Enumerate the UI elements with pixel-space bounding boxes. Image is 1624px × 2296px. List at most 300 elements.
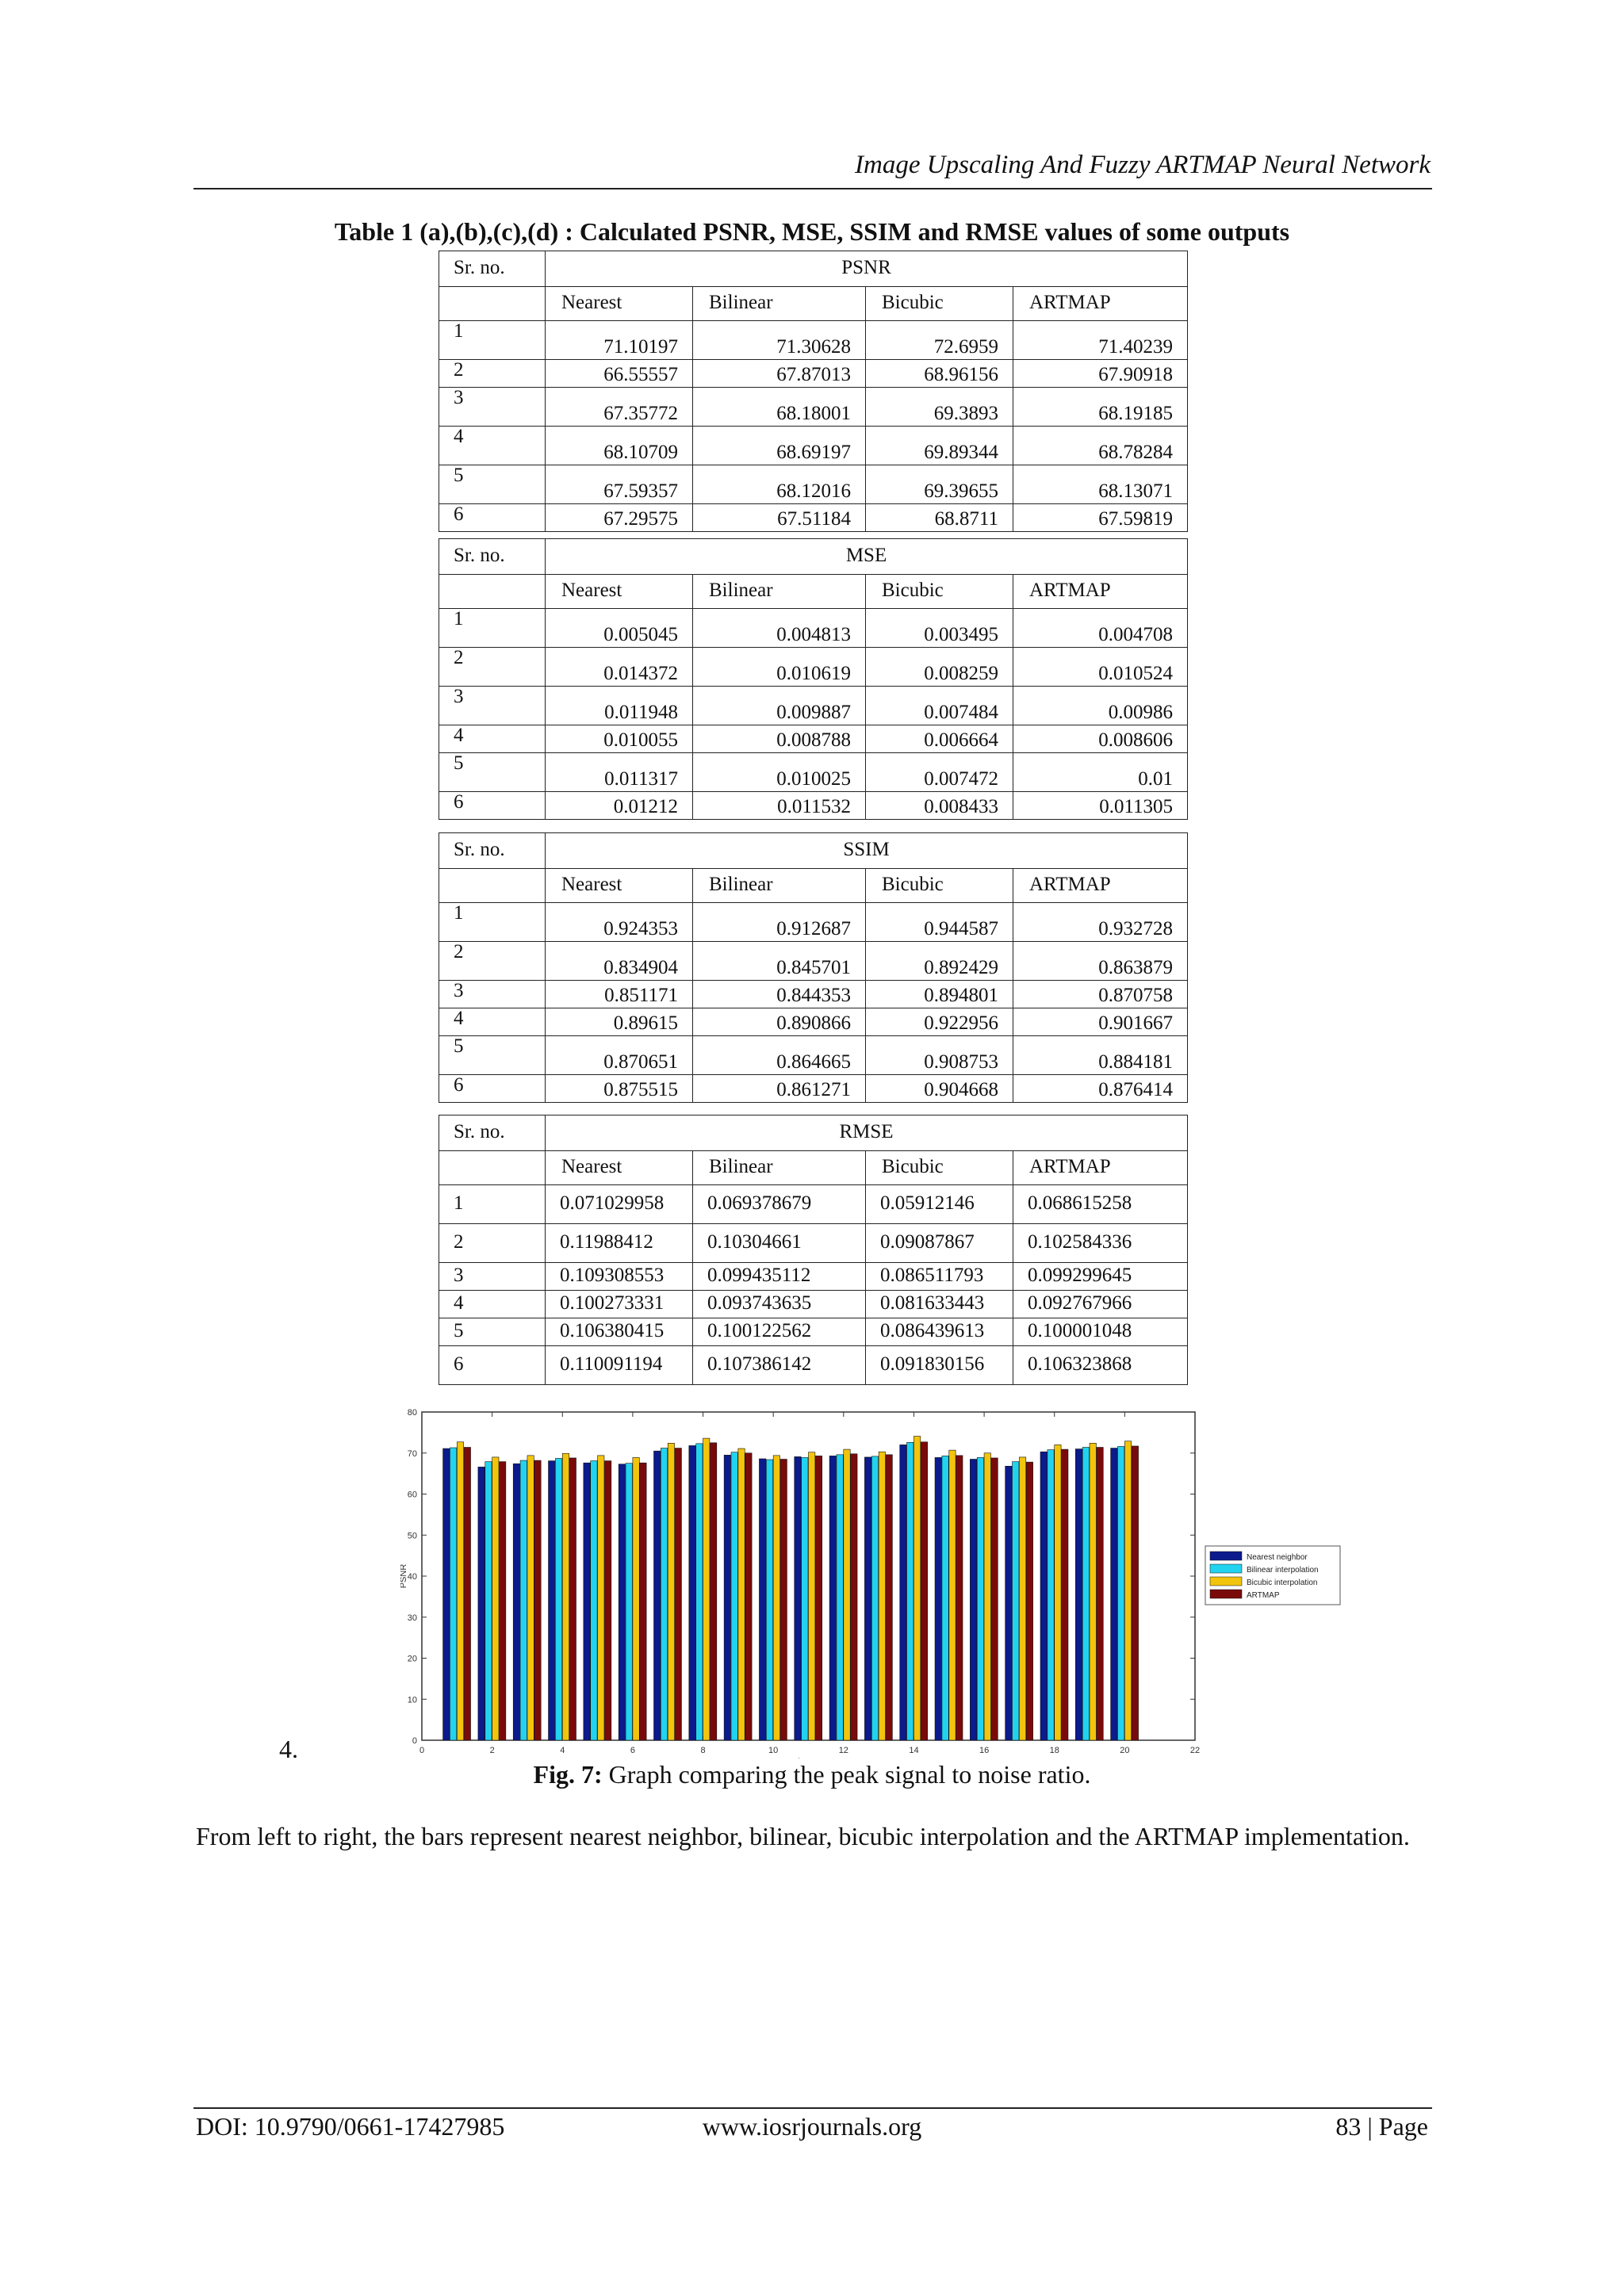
sr-cell: 2 bbox=[439, 360, 546, 388]
value-cell: 68.8711 bbox=[866, 504, 1013, 532]
sr-cell: 6 bbox=[439, 1346, 546, 1385]
column-header: Bicubic bbox=[866, 1151, 1013, 1185]
value-cell: 0.876414 bbox=[1013, 1075, 1188, 1103]
value-cell: 0.011305 bbox=[1013, 792, 1188, 820]
y-tick-label: 40 bbox=[407, 1572, 417, 1582]
table-row bbox=[439, 687, 1188, 725]
value-cell: 0.099299645 bbox=[1013, 1263, 1188, 1291]
sr-cell: 3 bbox=[439, 981, 546, 1008]
table-row bbox=[439, 1075, 1188, 1103]
value-cell: 0.091830156 bbox=[866, 1346, 1013, 1385]
table-row bbox=[439, 321, 1188, 360]
x-tick-label: 14 bbox=[909, 1746, 919, 1755]
footer-site-link[interactable]: www.iosrjournals.org bbox=[702, 2112, 922, 2141]
value-cell: 0.009887 bbox=[693, 687, 866, 725]
value-cell: 0.007484 bbox=[866, 687, 1013, 725]
table-row bbox=[439, 903, 1188, 942]
bar bbox=[675, 1448, 681, 1740]
sr-cell: 3 bbox=[439, 687, 546, 725]
bar bbox=[604, 1461, 611, 1740]
bar bbox=[837, 1455, 843, 1740]
bar bbox=[844, 1449, 850, 1740]
bar bbox=[815, 1456, 822, 1740]
value-cell: 0.068615258 bbox=[1013, 1185, 1188, 1224]
value-cell: 68.19185 bbox=[1013, 388, 1188, 427]
bar bbox=[549, 1461, 555, 1740]
value-cell: 0.107386142 bbox=[693, 1346, 866, 1385]
bar bbox=[584, 1463, 590, 1740]
empty-cell bbox=[439, 869, 546, 903]
value-cell: 0.008433 bbox=[866, 792, 1013, 820]
bar bbox=[478, 1467, 485, 1740]
value-cell: 72.6959 bbox=[866, 321, 1013, 360]
sr-cell: 4 bbox=[439, 725, 546, 753]
table-header-row bbox=[439, 1115, 1188, 1151]
legend-label: Bilinear interpolation bbox=[1247, 1566, 1319, 1575]
value-cell: 0.845701 bbox=[693, 942, 866, 981]
bar bbox=[1062, 1449, 1068, 1740]
bar bbox=[851, 1454, 857, 1740]
bar bbox=[984, 1453, 990, 1740]
table-row bbox=[439, 427, 1188, 465]
bar bbox=[956, 1456, 963, 1740]
column-header: Bicubic bbox=[866, 287, 1013, 321]
bar bbox=[949, 1450, 956, 1740]
column-header: Bicubic bbox=[866, 869, 1013, 903]
body-paragraph: From left to right, the bars represent nearest neighbor, bilinear, bicubic interpolation and the ARTMAP implementation. bbox=[196, 1822, 1410, 1850]
bar bbox=[766, 1460, 772, 1740]
footer-rule bbox=[193, 2107, 1432, 2109]
bar bbox=[921, 1442, 927, 1740]
value-cell: 0.875515 bbox=[546, 1075, 693, 1103]
value-cell: 0.11988412 bbox=[546, 1224, 693, 1263]
value-cell: 68.69197 bbox=[693, 427, 866, 465]
table-row bbox=[439, 1263, 1188, 1291]
column-header-row bbox=[439, 575, 1188, 609]
bar bbox=[1013, 1462, 1019, 1740]
value-cell: 69.3893 bbox=[866, 388, 1013, 427]
bar bbox=[443, 1448, 450, 1740]
ssim-table bbox=[439, 832, 1188, 1103]
footer-page-number: 83 | Page bbox=[1335, 2112, 1428, 2141]
value-cell: 0.004813 bbox=[693, 609, 866, 648]
value-cell: 67.59819 bbox=[1013, 504, 1188, 532]
value-cell: 0.10304661 bbox=[693, 1224, 866, 1263]
legend-label: Nearest neighbor bbox=[1247, 1553, 1308, 1562]
value-cell: 0.100122562 bbox=[693, 1318, 866, 1346]
bar bbox=[598, 1456, 604, 1740]
value-cell: 0.932728 bbox=[1013, 903, 1188, 942]
bar bbox=[759, 1459, 765, 1740]
table-row bbox=[439, 1318, 1188, 1346]
sr-cell: 2 bbox=[439, 942, 546, 981]
sr-cell: 5 bbox=[439, 1318, 546, 1346]
value-cell: 0.010025 bbox=[693, 753, 866, 792]
footer-doi: DOI: 10.9790/0661-17427985 bbox=[196, 2112, 505, 2141]
value-cell: 0.100273331 bbox=[546, 1291, 693, 1318]
column-header: ARTMAP bbox=[1013, 1151, 1188, 1185]
list-number: 4. bbox=[279, 1735, 298, 1763]
value-cell: 0.007472 bbox=[866, 753, 1013, 792]
value-cell: 71.30628 bbox=[693, 321, 866, 360]
bar bbox=[534, 1460, 541, 1740]
value-cell: 0.086439613 bbox=[866, 1318, 1013, 1346]
psnr-bar-chart bbox=[400, 1402, 1346, 1758]
legend-swatch bbox=[1210, 1552, 1242, 1560]
empty-cell bbox=[439, 575, 546, 609]
value-cell: 0.901667 bbox=[1013, 1008, 1188, 1036]
value-cell: 0.944587 bbox=[866, 903, 1013, 942]
empty-cell bbox=[439, 287, 546, 321]
legend-label: Bicubic interpolation bbox=[1247, 1578, 1318, 1587]
bar bbox=[696, 1444, 703, 1740]
table-row bbox=[439, 504, 1188, 532]
column-header: Bilinear bbox=[693, 869, 866, 903]
value-cell: 0.870651 bbox=[546, 1036, 693, 1075]
bar bbox=[724, 1455, 730, 1740]
y-tick-label: 50 bbox=[407, 1531, 417, 1541]
psnr-table bbox=[439, 251, 1188, 532]
value-cell: 0.069378679 bbox=[693, 1185, 866, 1224]
bar bbox=[703, 1438, 710, 1740]
value-cell: 0.106380415 bbox=[546, 1318, 693, 1346]
column-header: Nearest bbox=[546, 1151, 693, 1185]
value-cell: 0.092767966 bbox=[1013, 1291, 1188, 1318]
table-row bbox=[439, 1008, 1188, 1036]
column-header: ARTMAP bbox=[1013, 287, 1188, 321]
bar bbox=[914, 1437, 920, 1740]
sr-cell: 6 bbox=[439, 1075, 546, 1103]
value-cell: 0.102584336 bbox=[1013, 1224, 1188, 1263]
bar bbox=[1040, 1452, 1047, 1740]
metric-header: SSIM bbox=[546, 833, 1188, 869]
x-axis-label bbox=[798, 1757, 818, 1758]
metric-header: RMSE bbox=[546, 1115, 1188, 1151]
column-header: Nearest bbox=[546, 869, 693, 903]
value-cell: 68.78284 bbox=[1013, 427, 1188, 465]
bar bbox=[864, 1457, 871, 1740]
bar bbox=[795, 1456, 801, 1740]
table-row bbox=[439, 1185, 1188, 1224]
sr-cell: 6 bbox=[439, 504, 546, 532]
table-header-row bbox=[439, 251, 1188, 287]
value-cell: 67.59357 bbox=[546, 465, 693, 504]
bar bbox=[1019, 1457, 1025, 1740]
value-cell: 67.87013 bbox=[693, 360, 866, 388]
y-axis-label: PSNR bbox=[400, 1563, 408, 1589]
bar bbox=[977, 1457, 983, 1740]
sr-cell: 1 bbox=[439, 321, 546, 360]
value-cell: 0.100001048 bbox=[1013, 1318, 1188, 1346]
value-cell: 68.96156 bbox=[866, 360, 1013, 388]
value-cell: 68.18001 bbox=[693, 388, 866, 427]
bar bbox=[1118, 1446, 1124, 1740]
table-row bbox=[439, 753, 1188, 792]
table-caption: Table 1 (a),(b),(c),(d) : Calculated PSNR, MSE, SSIM and RMSE values of some outputs bbox=[334, 217, 1290, 246]
mse-table bbox=[439, 538, 1188, 820]
table-row bbox=[439, 981, 1188, 1008]
empty-cell bbox=[439, 1151, 546, 1185]
value-cell: 0.844353 bbox=[693, 981, 866, 1008]
value-cell: 0.894801 bbox=[866, 981, 1013, 1008]
value-cell: 0.110091194 bbox=[546, 1346, 693, 1385]
rmse-table bbox=[439, 1115, 1188, 1385]
bar bbox=[640, 1463, 646, 1740]
figure-label: Fig. 7: bbox=[533, 1760, 603, 1789]
value-cell: 0.011532 bbox=[693, 792, 866, 820]
table-row bbox=[439, 465, 1188, 504]
value-cell: 0.099435112 bbox=[693, 1263, 866, 1291]
x-tick-label: 16 bbox=[979, 1746, 990, 1755]
sr-cell: 2 bbox=[439, 648, 546, 687]
column-header: ARTMAP bbox=[1013, 575, 1188, 609]
bar bbox=[829, 1456, 836, 1740]
value-cell: 0.071029958 bbox=[546, 1185, 693, 1224]
bar bbox=[520, 1460, 527, 1740]
value-cell: 0.086511793 bbox=[866, 1263, 1013, 1291]
value-cell: 0.011317 bbox=[546, 753, 693, 792]
table-row bbox=[439, 1036, 1188, 1075]
value-cell: 0.093743635 bbox=[693, 1291, 866, 1318]
sr-cell: 1 bbox=[439, 609, 546, 648]
column-header: Nearest bbox=[546, 575, 693, 609]
bar bbox=[1132, 1446, 1138, 1740]
y-tick-label: 70 bbox=[407, 1448, 417, 1459]
value-cell: 67.29575 bbox=[546, 504, 693, 532]
value-cell: 0.005045 bbox=[546, 609, 693, 648]
value-cell: 0.008259 bbox=[866, 648, 1013, 687]
bar bbox=[569, 1458, 576, 1740]
metric-header: PSNR bbox=[546, 251, 1188, 287]
value-cell: 0.010524 bbox=[1013, 648, 1188, 687]
bar bbox=[1005, 1466, 1012, 1740]
bar bbox=[668, 1443, 674, 1740]
value-cell: 0.008606 bbox=[1013, 725, 1188, 753]
value-cell: 0.834904 bbox=[546, 942, 693, 981]
value-cell: 0.851171 bbox=[546, 981, 693, 1008]
value-cell: 0.109308553 bbox=[546, 1263, 693, 1291]
value-cell: 0.081633443 bbox=[866, 1291, 1013, 1318]
bar bbox=[1048, 1450, 1054, 1740]
value-cell: 0.904668 bbox=[866, 1075, 1013, 1103]
bar bbox=[738, 1448, 745, 1740]
bar bbox=[626, 1464, 632, 1740]
value-cell: 0.924353 bbox=[546, 903, 693, 942]
bar bbox=[935, 1457, 941, 1740]
bar bbox=[886, 1455, 892, 1740]
bar bbox=[1090, 1443, 1096, 1740]
bar bbox=[485, 1462, 492, 1740]
bar bbox=[1082, 1448, 1089, 1740]
table-row bbox=[439, 1346, 1188, 1385]
bar bbox=[513, 1464, 519, 1740]
value-cell: 0.003495 bbox=[866, 609, 1013, 648]
x-tick-label: 20 bbox=[1120, 1746, 1130, 1755]
sr-cell: 3 bbox=[439, 388, 546, 427]
value-cell: 0.010055 bbox=[546, 725, 693, 753]
bar bbox=[591, 1461, 597, 1740]
y-tick-label: 0 bbox=[412, 1736, 417, 1746]
x-tick-label: 2 bbox=[489, 1746, 495, 1755]
value-cell: 0.006664 bbox=[866, 725, 1013, 753]
value-cell: 0.912687 bbox=[693, 903, 866, 942]
x-tick-label: 22 bbox=[1189, 1746, 1201, 1755]
figure-caption-text: Graph comparing the peak signal to noise ratio. bbox=[602, 1760, 1091, 1789]
bar bbox=[802, 1457, 808, 1740]
value-cell: 0.004708 bbox=[1013, 609, 1188, 648]
bar bbox=[654, 1451, 661, 1740]
sr-cell: 5 bbox=[439, 465, 546, 504]
value-cell: 68.10709 bbox=[546, 427, 693, 465]
bar bbox=[731, 1452, 737, 1740]
bar bbox=[450, 1448, 456, 1740]
y-tick-label: 60 bbox=[407, 1490, 417, 1500]
value-cell: 0.864665 bbox=[693, 1036, 866, 1075]
bar bbox=[710, 1443, 716, 1740]
sr-cell: 4 bbox=[439, 427, 546, 465]
sr-no-header: Sr. no. bbox=[439, 251, 546, 287]
sr-no-header: Sr. no. bbox=[439, 1115, 546, 1151]
value-cell: 0.863879 bbox=[1013, 942, 1188, 981]
bar bbox=[527, 1456, 534, 1740]
value-cell: 0.870758 bbox=[1013, 981, 1188, 1008]
sr-cell: 2 bbox=[439, 1224, 546, 1263]
sr-cell: 4 bbox=[439, 1291, 546, 1318]
value-cell: 0.008788 bbox=[693, 725, 866, 753]
column-header: ARTMAP bbox=[1013, 869, 1188, 903]
sr-cell: 3 bbox=[439, 1263, 546, 1291]
table-header-row bbox=[439, 539, 1188, 575]
table-row bbox=[439, 1224, 1188, 1263]
x-tick-label: 10 bbox=[768, 1746, 779, 1755]
value-cell: 0.908753 bbox=[866, 1036, 1013, 1075]
value-cell: 71.10197 bbox=[546, 321, 693, 360]
value-cell: 67.35772 bbox=[546, 388, 693, 427]
bar bbox=[1055, 1445, 1061, 1740]
legend-swatch bbox=[1210, 1564, 1242, 1573]
bar bbox=[907, 1442, 914, 1740]
column-header: Bilinear bbox=[693, 575, 866, 609]
value-cell: 0.01 bbox=[1013, 753, 1188, 792]
value-cell: 0.00986 bbox=[1013, 687, 1188, 725]
metric-header: MSE bbox=[546, 539, 1188, 575]
column-header: Bilinear bbox=[693, 1151, 866, 1185]
value-cell: 0.106323868 bbox=[1013, 1346, 1188, 1385]
bar bbox=[1026, 1462, 1032, 1740]
table-row bbox=[439, 942, 1188, 981]
value-cell: 0.861271 bbox=[693, 1075, 866, 1103]
value-cell: 0.884181 bbox=[1013, 1036, 1188, 1075]
x-tick-label: 8 bbox=[700, 1746, 706, 1755]
bar bbox=[871, 1456, 878, 1740]
sr-cell: 5 bbox=[439, 1036, 546, 1075]
header-rule bbox=[193, 188, 1432, 189]
legend-label: ARTMAP bbox=[1247, 1591, 1280, 1600]
bar bbox=[773, 1456, 779, 1740]
value-cell: 0.014372 bbox=[546, 648, 693, 687]
bar bbox=[1075, 1449, 1082, 1740]
value-cell: 66.55557 bbox=[546, 360, 693, 388]
value-cell: 0.010619 bbox=[693, 648, 866, 687]
column-header: Bicubic bbox=[866, 575, 1013, 609]
bar bbox=[661, 1448, 667, 1740]
bar bbox=[689, 1445, 695, 1740]
column-header: Bilinear bbox=[693, 287, 866, 321]
bar bbox=[970, 1460, 976, 1740]
value-cell: 0.922956 bbox=[866, 1008, 1013, 1036]
bar bbox=[809, 1452, 815, 1740]
x-tick-label: 4 bbox=[560, 1746, 565, 1755]
column-header-row bbox=[439, 287, 1188, 321]
bar bbox=[492, 1457, 499, 1740]
bar bbox=[457, 1442, 463, 1740]
figure-caption bbox=[193, 1760, 1431, 1789]
value-cell: 0.89615 bbox=[546, 1008, 693, 1036]
column-header-row bbox=[439, 1151, 1188, 1185]
bar bbox=[1111, 1448, 1117, 1740]
bar bbox=[879, 1452, 885, 1740]
x-tick-label: 12 bbox=[838, 1746, 848, 1755]
bar bbox=[619, 1464, 625, 1740]
value-cell: 0.892429 bbox=[866, 942, 1013, 981]
bar bbox=[1124, 1441, 1131, 1740]
sr-no-header: Sr. no. bbox=[439, 833, 546, 869]
value-cell: 0.01212 bbox=[546, 792, 693, 820]
chart-svg bbox=[400, 1402, 1346, 1758]
bar bbox=[633, 1457, 639, 1740]
bar bbox=[464, 1448, 470, 1740]
table-row bbox=[439, 792, 1188, 820]
bar bbox=[500, 1462, 506, 1740]
sr-cell: 5 bbox=[439, 753, 546, 792]
bar bbox=[900, 1445, 906, 1740]
bar bbox=[780, 1460, 787, 1740]
sr-cell: 1 bbox=[439, 903, 546, 942]
value-cell: 69.89344 bbox=[866, 427, 1013, 465]
legend-swatch bbox=[1210, 1590, 1242, 1598]
y-tick-label: 80 bbox=[407, 1408, 417, 1418]
bar bbox=[745, 1453, 752, 1740]
table-row bbox=[439, 609, 1188, 648]
x-tick-label: 18 bbox=[1049, 1746, 1059, 1755]
table-row bbox=[439, 388, 1188, 427]
value-cell: 67.90918 bbox=[1013, 360, 1188, 388]
value-cell: 68.12016 bbox=[693, 465, 866, 504]
table-row bbox=[439, 725, 1188, 753]
x-tick-label: 6 bbox=[630, 1746, 635, 1755]
value-cell: 71.40239 bbox=[1013, 321, 1188, 360]
value-cell: 0.011948 bbox=[546, 687, 693, 725]
bar bbox=[555, 1458, 561, 1740]
value-cell: 69.39655 bbox=[866, 465, 1013, 504]
value-cell: 0.05912146 bbox=[866, 1185, 1013, 1224]
table-header-row bbox=[439, 833, 1188, 869]
y-tick-label: 10 bbox=[407, 1695, 417, 1705]
running-head: Image Upscaling And Fuzzy ARTMAP Neural Network bbox=[855, 151, 1431, 179]
y-tick-label: 20 bbox=[407, 1654, 417, 1664]
legend-swatch bbox=[1210, 1577, 1242, 1586]
value-cell: 0.09087867 bbox=[866, 1224, 1013, 1263]
bar bbox=[991, 1458, 998, 1740]
value-cell: 0.890866 bbox=[693, 1008, 866, 1036]
sr-cell: 6 bbox=[439, 792, 546, 820]
bar bbox=[942, 1456, 948, 1740]
table-row bbox=[439, 360, 1188, 388]
column-header: Nearest bbox=[546, 287, 693, 321]
bar bbox=[562, 1453, 569, 1740]
sr-cell: 1 bbox=[439, 1185, 546, 1224]
sr-no-header: Sr. no. bbox=[439, 539, 546, 575]
